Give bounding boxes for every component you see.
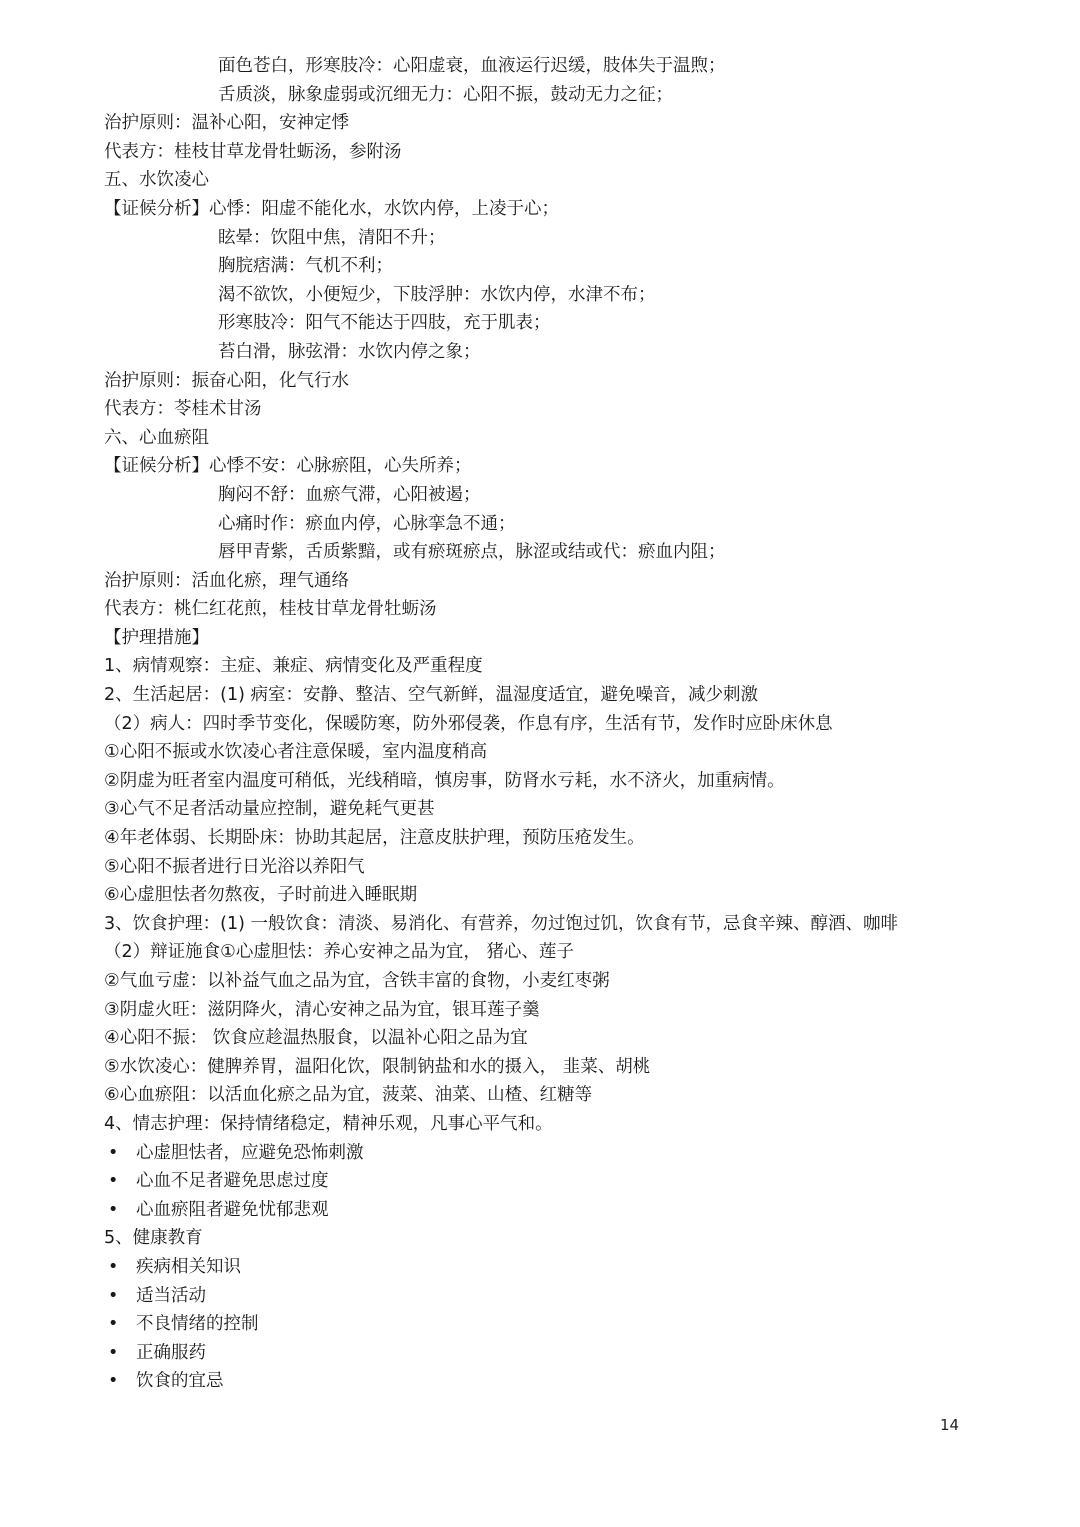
text-line: ⑥心血瘀阻：以活血化瘀之品为宜，菠菜、油菜、山楂、红糖等 bbox=[104, 1085, 593, 1106]
text-line: 苔白滑，脉弦滑：水饮内停之象； bbox=[218, 341, 481, 362]
text-line: 1、病情观察：主症、兼症、病情变化及严重程度 bbox=[104, 656, 483, 677]
text-line: （2）病人：四时季节变化，保暖防寒，防外邪侵袭，作息有序，生活有节，发作时应卧床休息 bbox=[104, 713, 833, 734]
text-line: 代表方：桃仁红花煎，桂枝甘草龙骨牡蛎汤 bbox=[104, 599, 437, 620]
text-line: 3、饮食护理：(1) 一般饮食：清淡、易消化、有营养，勿过饱过饥，饮食有节，忌食辛辣、醇酒、咖啡 bbox=[104, 913, 898, 934]
text-line: 胸脘痞满：气机不利； bbox=[218, 256, 393, 277]
text-line: ⑥心虚胆怯者勿熬夜，子时前进入睡眠期 bbox=[104, 885, 418, 906]
text-line: 胸闷不舒：血瘀气滞，心阳被遏； bbox=[218, 484, 481, 505]
text-line: 2、生活起居：(1) 病室：安静、整洁、空气新鲜，温湿度适宜，避免噪音，减少刺激 bbox=[104, 685, 758, 706]
bullet-icon: • bbox=[108, 1142, 119, 1163]
document-body bbox=[104, 52, 1004, 1396]
page-number: 14 bbox=[940, 1416, 960, 1434]
bullet-icon: • bbox=[108, 1371, 119, 1392]
text-line: 五、水饮凌心 bbox=[104, 170, 209, 191]
text-line: 治护原则：温补心阳，安神定悸 bbox=[104, 113, 349, 134]
bullet-text: 正确服药 bbox=[136, 1342, 206, 1363]
text-line: 唇甲青紫，舌质紫黯，或有瘀斑瘀点，脉涩或结或代：瘀血内阻； bbox=[218, 542, 726, 563]
bullet-icon: • bbox=[108, 1314, 119, 1335]
bullet-list-item bbox=[104, 1196, 1004, 1225]
bullet-list-item bbox=[104, 1310, 1004, 1339]
text-line: 心痛时作：瘀血内停，心脉挛急不通； bbox=[218, 513, 516, 534]
bullet-icon: • bbox=[108, 1171, 119, 1192]
bullet-list-item bbox=[104, 1367, 1004, 1396]
text-line: （2）辩证施食①心虚胆怯：养心安神之品为宜， 猪心、莲子 bbox=[104, 942, 574, 963]
text-line: 六、心血瘀阻 bbox=[104, 427, 209, 448]
bullet-text: 适当活动 bbox=[136, 1285, 206, 1306]
bullet-text: 不良情绪的控制 bbox=[136, 1314, 259, 1335]
text-line: 治护原则：活血化瘀，理气通络 bbox=[104, 570, 349, 591]
bullet-list-item bbox=[104, 1139, 1004, 1168]
text-line: ③阴虚火旺：滋阴降火，清心安神之品为宜，银耳莲子羹 bbox=[104, 999, 540, 1020]
bullet-icon: • bbox=[108, 1199, 119, 1220]
bullet-list-item bbox=[104, 1253, 1004, 1282]
bullet-text: 饮食的宜忌 bbox=[136, 1371, 224, 1392]
text-line: ②阴虚为旺者室内温度可稍低，光线稍暗，慎房事，防肾水亏耗，水不济火，加重病情。 bbox=[104, 770, 785, 791]
text-line: 治护原则：振奋心阳，化气行水 bbox=[104, 370, 349, 391]
bullet-list-item bbox=[104, 1339, 1004, 1368]
bullet-icon: • bbox=[108, 1285, 119, 1306]
text-line: 形寒肢冷：阳气不能达于四肢，充于肌表； bbox=[218, 313, 551, 334]
text-line: 眩晕：饮阻中焦，清阳不升； bbox=[218, 227, 446, 248]
text-line: 面色苍白，形寒肢冷：心阳虚衰，血液运行迟缓，肢体失于温煦； bbox=[218, 56, 726, 76]
text-line: ③心气不足者活动量应控制，避免耗气更甚 bbox=[104, 799, 435, 820]
text-line: 【证候分析】心悸：阳虚不能化水，水饮内停，上凌于心； bbox=[104, 198, 559, 219]
text-line: 代表方：苓桂术甘汤 bbox=[104, 399, 262, 420]
text-line: 【护理措施】 bbox=[104, 627, 209, 648]
text-line: ④年老体弱、长期卧床：协助其起居，注意皮肤护理，预防压疮发生。 bbox=[104, 828, 645, 849]
bullet-text: 心虚胆怯者，应避免恐怖刺激 bbox=[136, 1142, 364, 1163]
text-line: ①心阳不振或水饮凌心者注意保暖，室内温度稍高 bbox=[104, 742, 488, 763]
text-line: 4、情志护理：保持情绪稳定，精神乐观，凡事心平气和。 bbox=[104, 1113, 553, 1134]
bullet-text: 心血不足者避免思虑过度 bbox=[136, 1171, 329, 1192]
text-line: 舌质淡，脉象虚弱或沉细无力：心阳不振，鼓动无力之征； bbox=[218, 84, 673, 105]
text-line: 渴不欲饮，小便短少，下肢浮肿：水饮内停，水津不布； bbox=[218, 284, 656, 305]
bullet-list-item bbox=[104, 1282, 1004, 1311]
text-line: ⑤水饮凌心：健脾养胃，温阳化饮，限制钠盐和水的摄入， 韭菜、胡桃 bbox=[104, 1056, 651, 1077]
bullet-icon: • bbox=[108, 1256, 119, 1277]
text-line: ⑤心阳不振者进行日光浴以养阳气 bbox=[104, 856, 365, 877]
bullet-icon: • bbox=[108, 1342, 119, 1363]
bullet-list-item bbox=[104, 1167, 1004, 1196]
text-line: 5、健康教育 bbox=[104, 1228, 203, 1249]
bullet-text: 心血瘀阻者避免忧郁悲观 bbox=[136, 1199, 329, 1220]
text-line: 【证候分析】心悸不安：心脉瘀阻，心失所养； bbox=[104, 456, 472, 477]
text-line: 代表方：桂枝甘草龙骨牡蛎汤，参附汤 bbox=[104, 141, 402, 162]
bullet-text: 疾病相关知识 bbox=[136, 1256, 241, 1277]
text-line: ④心阳不振： 饮食应趁温热服食，以温补心阳之品为宜 bbox=[104, 1028, 528, 1049]
text-line: ②气血亏虚：以补益气血之品为宜，含铁丰富的食物，小麦红枣粥 bbox=[104, 971, 610, 991]
